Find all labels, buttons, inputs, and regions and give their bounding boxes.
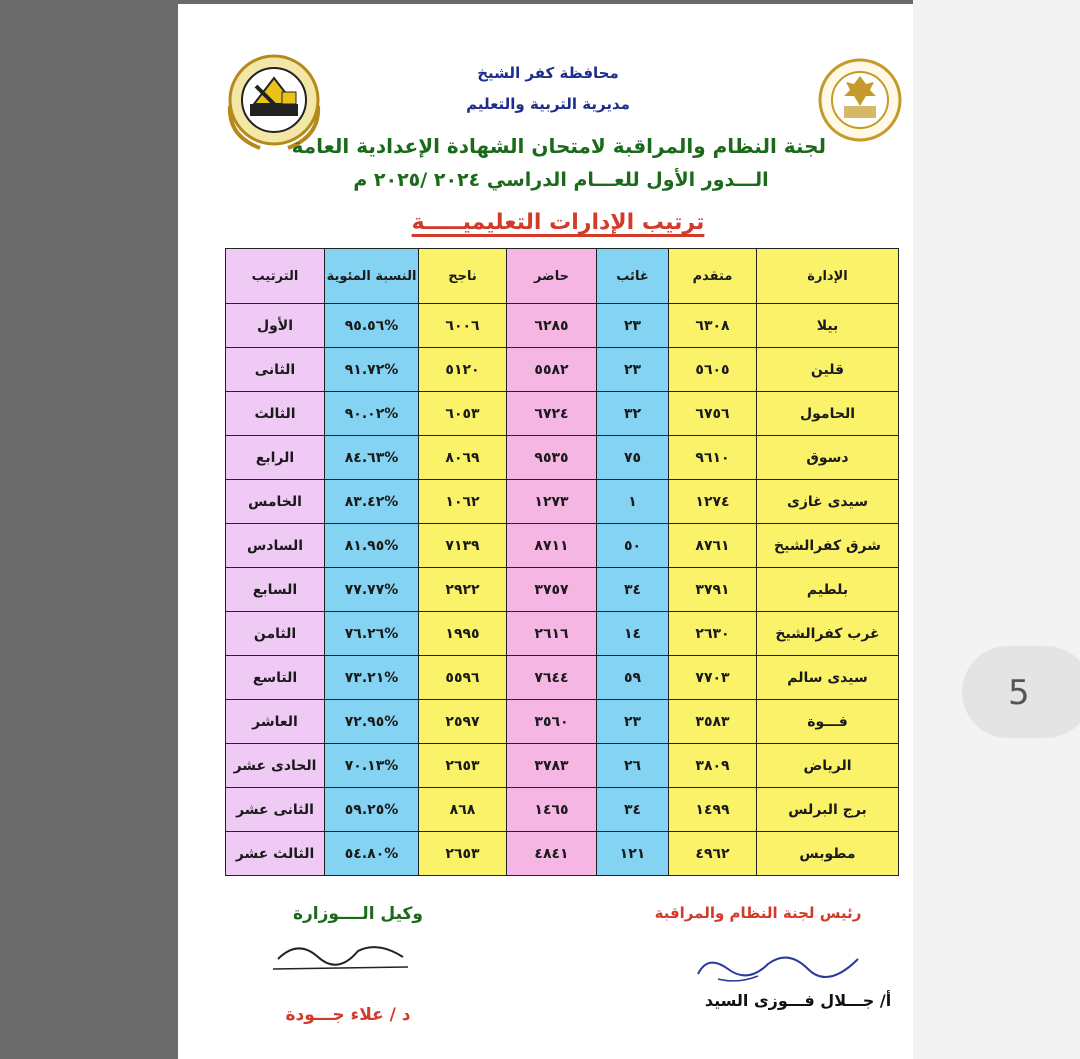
cell-absent: ٣٤	[597, 568, 669, 612]
cell-absent: ٥٠	[597, 524, 669, 568]
cell-applied: ٣٧٩١	[669, 568, 757, 612]
cell-applied: ٣٨٠٩	[669, 744, 757, 788]
committee-head-name: أ/ جـــلال فـــوزى السيد	[704, 991, 892, 1010]
cell-admin: شرق كفرالشيخ	[774, 537, 881, 554]
cell-percentage: %٩٠.٠٢	[325, 392, 419, 436]
table-row	[226, 788, 899, 832]
cell-rank: الحادى عشر	[226, 744, 325, 788]
table-row	[226, 612, 899, 656]
cell-percentage: %٧٢.٩٥	[325, 700, 419, 744]
directorate-heading: مديرية التربية والتعليم	[466, 95, 630, 113]
cell-absent: ٥٩	[597, 656, 669, 700]
cell-percentage: %٧٦.٢٦	[325, 612, 419, 656]
cell-present: ٣٥٦٠	[507, 700, 597, 744]
committee-head-title: رئيس لجنة النظام والمراقبة	[654, 904, 862, 922]
cell-present: ١٢٧٣	[507, 480, 597, 524]
cell-admin: دسوق	[806, 449, 849, 466]
cell-passed: ٥١٢٠	[419, 348, 507, 392]
cell-present: ٧٦٤٤	[507, 656, 597, 700]
cell-rank: السادس	[226, 524, 325, 568]
cell-admin: برج البرلس	[788, 801, 867, 818]
cell-absent: ١٤	[597, 612, 669, 656]
cell-rank: السابع	[226, 568, 325, 612]
table-row	[226, 348, 899, 392]
header-percentage: النسبة المئوية	[325, 249, 419, 304]
table-header-row	[226, 249, 899, 304]
undersecretary-title: وكيل الــــوزارة	[292, 904, 424, 924]
cell-rank: التاسع	[226, 656, 325, 700]
cell-present: ٢٦١٦	[507, 612, 597, 656]
cell-admin: مطوبس	[799, 845, 856, 862]
cell-absent: ٢٣	[597, 700, 669, 744]
cell-rank: الثانى عشر	[226, 788, 325, 832]
cell-passed: ١٩٩٥	[419, 612, 507, 656]
undersecretary-name: د / علاء جـــودة	[285, 1005, 411, 1025]
session-heading: الـــدور الأول للعـــام الدراسي ٢٠٢٤ /٢٠٢٥ م	[353, 169, 769, 191]
cell-rank: الخامس	[226, 480, 325, 524]
cell-applied: ١٤٩٩	[669, 788, 757, 832]
cell-absent: ٢٣	[597, 304, 669, 348]
cell-passed: ٢٦٥٣	[419, 832, 507, 876]
cell-applied: ٦٧٥٦	[669, 392, 757, 436]
ministry-emblem	[814, 54, 906, 154]
header-present: حاضر	[507, 249, 597, 304]
header-absent: غائب	[597, 249, 669, 304]
ranking-table	[225, 248, 899, 876]
cell-present: ٩٥٣٥	[507, 436, 597, 480]
table-row	[226, 480, 899, 524]
header-admin: الإدارة	[757, 249, 899, 304]
cell-absent: ٣٢	[597, 392, 669, 436]
cell-passed: ٢٩٢٢	[419, 568, 507, 612]
cell-admin: سيدى سالم	[787, 669, 868, 686]
cell-applied: ٨٧٦١	[669, 524, 757, 568]
cell-passed: ٦٠٥٣	[419, 392, 507, 436]
cell-applied: ٢٦٣٠	[669, 612, 757, 656]
table-row	[226, 392, 899, 436]
cell-applied: ١٢٧٤	[669, 480, 757, 524]
cell-applied: ٤٩٦٢	[669, 832, 757, 876]
governorate-heading: محافظة كفر الشيخ	[477, 64, 619, 82]
header-applied: متقدم	[669, 249, 757, 304]
viewer-side-panel	[913, 0, 1080, 1059]
table-row	[226, 568, 899, 612]
cell-absent: ٧٥	[597, 436, 669, 480]
header-rank: الترتيب	[226, 249, 325, 304]
cell-percentage: %٩٥.٥٦	[325, 304, 419, 348]
cell-applied: ٧٧٠٣	[669, 656, 757, 700]
cell-present: ٥٥٨٢	[507, 348, 597, 392]
cell-absent: ١	[597, 480, 669, 524]
cell-applied: ٣٥٨٣	[669, 700, 757, 744]
cell-present: ٣٧٨٣	[507, 744, 597, 788]
cell-admin: فـــوة	[807, 713, 848, 730]
cell-passed: ٨٠٦٩	[419, 436, 507, 480]
cell-passed: ٢٦٥٣	[419, 744, 507, 788]
cell-admin: الرياض	[803, 757, 852, 774]
document-page	[178, 4, 913, 1059]
cell-admin: سيدى غازى	[787, 493, 868, 510]
cell-admin: الحامول	[800, 405, 855, 422]
table-row	[226, 832, 899, 876]
cell-absent: ١٢١	[597, 832, 669, 876]
table-row	[226, 304, 899, 348]
cell-passed: ٨٦٨	[419, 788, 507, 832]
table-row	[226, 656, 899, 700]
cell-rank: الثامن	[226, 612, 325, 656]
cell-rank: الثانى	[226, 348, 325, 392]
cell-present: ٦٧٢٤	[507, 392, 597, 436]
cell-percentage: %٩١.٧٢	[325, 348, 419, 392]
cell-admin: بيلا	[816, 317, 839, 334]
document-title: ترتيب الإدارات التعليميـــــة	[411, 210, 705, 235]
cell-percentage: %٨١.٩٥	[325, 524, 419, 568]
cell-percentage: %٧٠.١٣	[325, 744, 419, 788]
undersecretary-signature	[268, 929, 418, 979]
cell-percentage: %٧٧.٧٧	[325, 568, 419, 612]
cell-rank: العاشر	[226, 700, 325, 744]
cell-percentage: %٥٩.٢٥	[325, 788, 419, 832]
cell-absent: ٢٣	[597, 348, 669, 392]
cell-admin: قلين	[810, 361, 845, 378]
cell-passed: ٧١٣٩	[419, 524, 507, 568]
cell-rank: الأول	[226, 304, 325, 348]
cell-passed: ٥٥٩٦	[419, 656, 507, 700]
cell-percentage: %٥٤.٨٠	[325, 832, 419, 876]
cell-present: ٣٧٥٧	[507, 568, 597, 612]
cell-rank: الثالث عشر	[226, 832, 325, 876]
cell-applied: ٥٦٠٥	[669, 348, 757, 392]
committee-head-signature	[678, 934, 878, 994]
table-row	[226, 744, 899, 788]
cell-present: ٤٨٤١	[507, 832, 597, 876]
cell-present: ٨٧١١	[507, 524, 597, 568]
cell-rank: الرابع	[226, 436, 325, 480]
cell-present: ١٤٦٥	[507, 788, 597, 832]
cell-passed: ٢٥٩٧	[419, 700, 507, 744]
page-number: 5	[1008, 673, 1030, 713]
table-row	[226, 700, 899, 744]
cell-absent: ٣٤	[597, 788, 669, 832]
cell-passed: ١٠٦٢	[419, 480, 507, 524]
cell-admin: غرب كفرالشيخ	[775, 625, 880, 642]
cell-absent: ٢٦	[597, 744, 669, 788]
table-row	[226, 436, 899, 480]
cell-percentage: %٨٣.٤٢	[325, 480, 419, 524]
cell-passed: ٦٠٠٦	[419, 304, 507, 348]
header-passed: ناجح	[419, 249, 507, 304]
cell-present: ٦٢٨٥	[507, 304, 597, 348]
cell-percentage: %٨٤.٦٣	[325, 436, 419, 480]
cell-admin: بلطيم	[806, 581, 849, 598]
committee-heading: لجنة النظام والمراقبة لامتحان الشهادة الإعدادية العامة	[291, 134, 826, 158]
cell-applied: ٩٦١٠	[669, 436, 757, 480]
cell-applied: ٦٣٠٨	[669, 304, 757, 348]
table-row	[226, 524, 899, 568]
cell-percentage: %٧٣.٢١	[325, 656, 419, 700]
cell-rank: الثالث	[226, 392, 325, 436]
